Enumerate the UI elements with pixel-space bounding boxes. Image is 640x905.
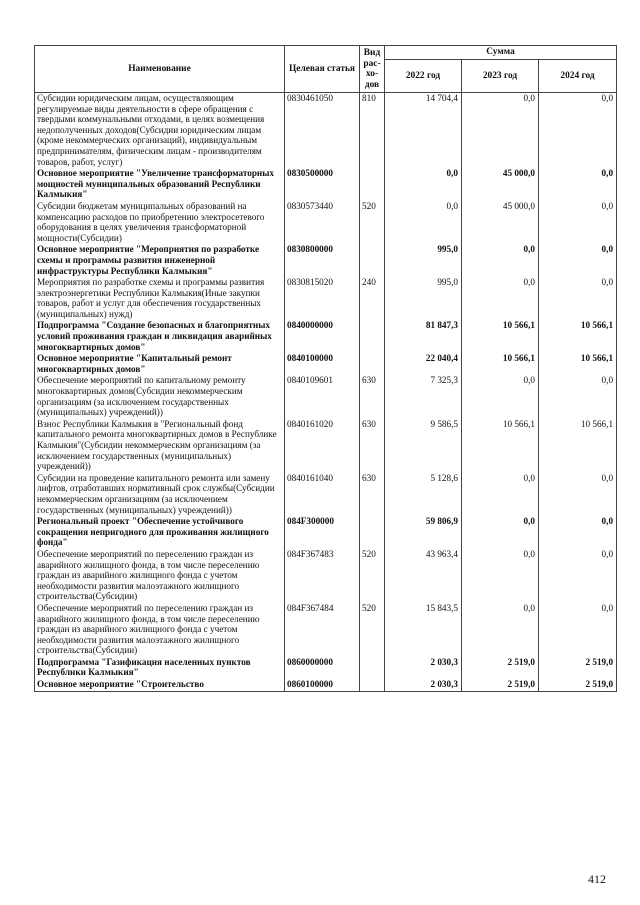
cell-name: Обеспечение мероприятий по переселению граждан из аварийного жилищного фонда, в том числе переселению граждан из аварийного жилищного фонда с учетом необходимости развития малоэтажного жилищного строительства(Субсидии) xyxy=(35,549,285,603)
cell-2024: 10 566,1 xyxy=(539,419,617,473)
cell-2024: 0,0 xyxy=(539,473,617,516)
cell-2024: 2 519,0 xyxy=(539,657,617,679)
cell-vid: 630 xyxy=(360,473,385,516)
cell-2022: 22 040,4 xyxy=(385,353,462,375)
cell-2022: 5 128,6 xyxy=(385,473,462,516)
table-row xyxy=(35,244,617,277)
cell-2023: 0,0 xyxy=(462,375,539,418)
cell-vid: 240 xyxy=(360,277,385,320)
cell-2024: 0,0 xyxy=(539,603,617,657)
table-body xyxy=(35,93,617,692)
cell-2024: 10 566,1 xyxy=(539,353,617,375)
cell-2023: 45 000,0 xyxy=(462,201,539,244)
cell-vid xyxy=(360,168,385,201)
cell-2024: 0,0 xyxy=(539,516,617,549)
cell-2022: 59 806,9 xyxy=(385,516,462,549)
cell-name: Мероприятия по разработке схемы и программы развития электроэнергетики Республики Калмыкия(Иные закупки товаров, работ и услуг для обеспечения государственных (муниципальных) нужд) xyxy=(35,277,285,320)
cell-2022: 995,0 xyxy=(385,277,462,320)
cell-2024: 0,0 xyxy=(539,201,617,244)
cell-vid xyxy=(360,516,385,549)
cell-2023: 2 519,0 xyxy=(462,657,539,679)
cell-code: 084F367483 xyxy=(285,549,360,603)
cell-code: 0840161020 xyxy=(285,419,360,473)
cell-code: 0860100000 xyxy=(285,679,360,691)
cell-code: 0830500000 xyxy=(285,168,360,201)
header-year-2022: 2022 год xyxy=(385,59,462,93)
cell-2023: 0,0 xyxy=(462,277,539,320)
table-row xyxy=(35,168,617,201)
header-year-2023: 2023 год xyxy=(462,59,539,93)
cell-code: 0840161040 xyxy=(285,473,360,516)
table-row xyxy=(35,375,617,418)
table-row xyxy=(35,679,617,691)
cell-name: Взнос Республики Калмыкия в "Региональный фонд капитального ремонта многоквартирных домов в Республике Калмыкия"(Субсидии некоммерческим организациям (за исключением государственных (муниципальных) учреждений)) xyxy=(35,419,285,473)
table-row xyxy=(35,320,617,353)
table-row xyxy=(35,419,617,473)
cell-name: Основное мероприятие "Капитальный ремонт многоквартирных домов" xyxy=(35,353,285,375)
cell-2022: 9 586,5 xyxy=(385,419,462,473)
table-row xyxy=(35,473,617,516)
cell-vid: 810 xyxy=(360,93,385,169)
cell-2023: 2 519,0 xyxy=(462,679,539,691)
cell-2023: 0,0 xyxy=(462,516,539,549)
table-row xyxy=(35,549,617,603)
cell-2023: 0,0 xyxy=(462,93,539,169)
cell-name: Субсидии бюджетам муниципальных образований на компенсацию расходов по приобретению электросетевого оборудования в целях увеличения трансформаторной мощности(Субсидии) xyxy=(35,201,285,244)
cell-2023: 0,0 xyxy=(462,549,539,603)
cell-name: Субсидии юридическим лицам, осуществляющим регулируемые виды деятельности в сфере обращения с твердыми коммунальными отходами, в целях возмещения недополученных доходов(Субсидии юридическим лицам (кроме некоммерческих организаций), индивидуальным предпринимателям, физическим лицам - производителям товаров, работ, услуг) xyxy=(35,93,285,169)
cell-2022: 2 030,3 xyxy=(385,679,462,691)
cell-vid: 630 xyxy=(360,419,385,473)
cell-name: Основное мероприятие "Мероприятия по разработке схемы и программы развития инженерной инфраструктуры Республики Калмыкия" xyxy=(35,244,285,277)
header-year-2024: 2024 год xyxy=(539,59,617,93)
page-number: 412 xyxy=(588,872,606,886)
cell-vid xyxy=(360,657,385,679)
cell-vid xyxy=(360,679,385,691)
cell-2023: 0,0 xyxy=(462,473,539,516)
cell-name: Основное мероприятие "Увеличение трансформаторных мощностей муниципальных образований Республики Калмыкия" xyxy=(35,168,285,201)
cell-2024: 10 566,1 xyxy=(539,320,617,353)
cell-2022: 0,0 xyxy=(385,201,462,244)
cell-2024: 0,0 xyxy=(539,168,617,201)
cell-2023: 0,0 xyxy=(462,244,539,277)
cell-2023: 45 000,0 xyxy=(462,168,539,201)
header-sum: Сумма xyxy=(385,46,617,60)
cell-code: 0830800000 xyxy=(285,244,360,277)
cell-vid xyxy=(360,320,385,353)
cell-2024: 2 519,0 xyxy=(539,679,617,691)
cell-2022: 0,0 xyxy=(385,168,462,201)
table-row xyxy=(35,657,617,679)
cell-code: 0860000000 xyxy=(285,657,360,679)
cell-name: Обеспечение мероприятий по переселению граждан из аварийного жилищного фонда, в том числе переселению граждан из аварийного жилищного фонда с учетом необходимости развития малоэтажного жилищного строительства(Субсидии) xyxy=(35,603,285,657)
table-row xyxy=(35,603,617,657)
header-code: Целевая статья xyxy=(285,46,360,93)
cell-name: Основное мероприятие "Строительство xyxy=(35,679,285,691)
cell-name: Региональный проект "Обеспечение устойчивого сокращения непригодного для проживания жилищного фонда" xyxy=(35,516,285,549)
cell-code: 0830815020 xyxy=(285,277,360,320)
cell-2022: 15 843,5 xyxy=(385,603,462,657)
header-row-top xyxy=(35,46,617,60)
cell-2022: 7 325,3 xyxy=(385,375,462,418)
cell-name: Обеспечение мероприятий по капитальному ремонту многоквартирных домов(Субсидии некоммерческим организациям (за исключением государственных (муниципальных) учреждений)) xyxy=(35,375,285,418)
cell-vid xyxy=(360,353,385,375)
cell-code: 084F300000 xyxy=(285,516,360,549)
cell-2022: 995,0 xyxy=(385,244,462,277)
cell-vid: 520 xyxy=(360,603,385,657)
cell-vid: 520 xyxy=(360,201,385,244)
cell-name: Субсидии на проведение капитального ремонта или замену лифтов, отработавших нормативный срок службы(Субсидии некоммерческим организациям (за исключением государственных (муниципальных) учреждений)) xyxy=(35,473,285,516)
cell-name: Подпрограмма "Создание безопасных и благоприятных условий проживания граждан и ликвидация аварийных многоквартирных домов" xyxy=(35,320,285,353)
header-vid: Вид рас-хо-дов xyxy=(360,46,385,93)
table-row xyxy=(35,353,617,375)
cell-code: 0840100000 xyxy=(285,353,360,375)
table-row xyxy=(35,201,617,244)
header-name: Наименование xyxy=(35,46,285,93)
cell-2024: 0,0 xyxy=(539,244,617,277)
cell-2024: 0,0 xyxy=(539,93,617,169)
cell-code: 0840000000 xyxy=(285,320,360,353)
cell-2022: 43 963,4 xyxy=(385,549,462,603)
cell-2024: 0,0 xyxy=(539,549,617,603)
cell-code: 084F367484 xyxy=(285,603,360,657)
budget-table xyxy=(34,45,617,692)
cell-code: 0840109601 xyxy=(285,375,360,418)
cell-vid: 520 xyxy=(360,549,385,603)
cell-2024: 0,0 xyxy=(539,375,617,418)
table-row xyxy=(35,93,617,169)
cell-vid xyxy=(360,244,385,277)
cell-2024: 0,0 xyxy=(539,277,617,320)
cell-2022: 81 847,3 xyxy=(385,320,462,353)
cell-code: 0830573440 xyxy=(285,201,360,244)
cell-2023: 10 566,1 xyxy=(462,419,539,473)
cell-2022: 2 030,3 xyxy=(385,657,462,679)
table-row xyxy=(35,516,617,549)
cell-2022: 14 704,4 xyxy=(385,93,462,169)
cell-2023: 0,0 xyxy=(462,603,539,657)
cell-2023: 10 566,1 xyxy=(462,320,539,353)
cell-name: Подпрограмма "Газификация населенных пунктов Республики Калмыкия" xyxy=(35,657,285,679)
cell-2023: 10 566,1 xyxy=(462,353,539,375)
cell-code: 0830461050 xyxy=(285,93,360,169)
cell-vid: 630 xyxy=(360,375,385,418)
table-row xyxy=(35,277,617,320)
